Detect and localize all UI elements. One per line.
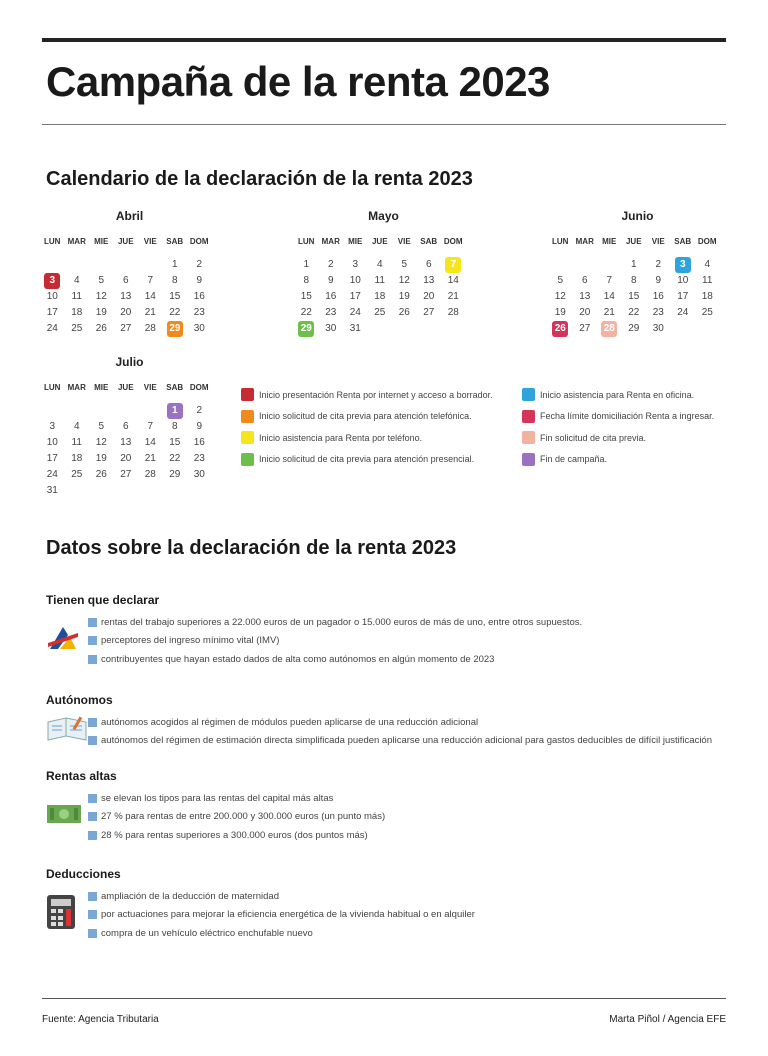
- calendar-day: 24: [46, 469, 58, 480]
- calendar-day: 30: [193, 469, 205, 480]
- page-title: Campaña de la renta 2023: [46, 58, 550, 105]
- weekday-header: LUN: [44, 383, 61, 392]
- legend-item: [522, 427, 714, 449]
- month-name: Mayo: [368, 209, 399, 223]
- highlighted-day: 7: [441, 257, 466, 273]
- legend-col-1: [241, 384, 493, 470]
- calendar-day: 5: [98, 421, 105, 432]
- bullet-square-icon: [88, 718, 97, 727]
- calendar-day: 22: [300, 307, 312, 318]
- calendar-day: 19: [554, 307, 566, 318]
- weekday-header: MAR: [67, 383, 86, 392]
- calendar-day: 27: [120, 323, 132, 334]
- calendar-day: 23: [193, 453, 205, 464]
- calendar-day: 6: [425, 259, 432, 270]
- calendar-day: 7: [147, 275, 154, 286]
- calendar-day: 9: [196, 421, 203, 432]
- bullet-item: [88, 906, 475, 925]
- month-name: Junio: [621, 209, 654, 223]
- empty-day: [138, 257, 163, 273]
- bullet-text: autónomos acogidos al régimen de módulos pueden aplicarse de una reducción adicional: [101, 716, 479, 728]
- footer-source: Fuente: Agencia Tributaria: [42, 1014, 159, 1025]
- calendar-day: 28: [144, 469, 156, 480]
- highlighted-day: 3: [40, 273, 65, 289]
- weekday-header: MIE: [348, 237, 363, 246]
- calendar-day: 1: [303, 259, 310, 270]
- calendar-day: 30: [652, 323, 664, 334]
- calendar-day: 7: [147, 421, 154, 432]
- bullet-text: se elevan los tipos para las rentas del capital más altas: [101, 792, 334, 804]
- month-grid: [40, 383, 215, 499]
- datos-section: [46, 867, 746, 943]
- bullet-text: 28 % para rentas superiores a 300.000 euros (dos puntos más): [101, 829, 368, 841]
- calendar-day: 11: [71, 291, 82, 302]
- calendar-day: 17: [677, 291, 689, 302]
- calendar-day: 14: [144, 437, 156, 448]
- legend-swatch: [522, 410, 535, 423]
- legend-swatch: [522, 453, 535, 466]
- weekday-header: SAB: [420, 237, 438, 246]
- notebook-icon: [46, 714, 88, 749]
- calendar-day: 6: [122, 421, 129, 432]
- empty-day: [89, 403, 114, 419]
- calendar-day: 13: [423, 275, 435, 286]
- calendar-day: 15: [300, 291, 312, 302]
- weekday-header: MIE: [94, 237, 109, 246]
- calendar-day: 4: [73, 275, 80, 286]
- empty-day: [65, 257, 90, 273]
- calendar-day: 21: [144, 307, 156, 318]
- calendar-day: 16: [325, 291, 337, 302]
- datos-section: [46, 593, 746, 669]
- calendar-day: 10: [349, 275, 361, 286]
- calendar-day: 25: [71, 469, 83, 480]
- calendar-day: 10: [46, 437, 58, 448]
- bullet-item: [88, 632, 582, 651]
- calendar-day: 2: [196, 259, 203, 270]
- weekday-header: MIE: [602, 237, 617, 246]
- month-mayo: [294, 209, 469, 337]
- calendar-day: 27: [579, 323, 591, 334]
- calendar-day: 23: [325, 307, 337, 318]
- datos-section: [46, 769, 746, 845]
- banknote-icon: [46, 801, 88, 832]
- weekday-header: VIE: [651, 237, 665, 246]
- legend-item: [522, 449, 714, 471]
- datos-section: [46, 693, 746, 750]
- bullet-text: por actuaciones para mejorar la eficiencia energética de la vivienda habitual o en alquiler: [101, 909, 475, 921]
- calculator-icon: [46, 894, 88, 935]
- weekday-header: JUE: [625, 237, 642, 246]
- calendar-day: 4: [73, 421, 80, 432]
- weekday-header: VIE: [397, 237, 411, 246]
- calendar-day: 15: [628, 291, 640, 302]
- weekday-header: LUN: [44, 237, 61, 246]
- month-name: Abril: [115, 209, 144, 223]
- bullet-text: 27 % para rentas de entre 200.000 y 300.000 euros (un punto más): [101, 811, 386, 823]
- legend-swatch: [241, 453, 254, 466]
- weekday-header: VIE: [143, 383, 157, 392]
- legend-label: Inicio asistencia para Renta en oficina.: [540, 389, 695, 400]
- calendar-day: 13: [120, 437, 132, 448]
- weekday-header: MAR: [321, 237, 340, 246]
- weekday-header: SAB: [166, 237, 184, 246]
- weekday-header: DOM: [443, 237, 463, 246]
- bullet-item: [88, 732, 712, 751]
- calendar-day: 12: [95, 291, 107, 302]
- legend-swatch: [522, 431, 535, 444]
- weekday-header: DOM: [697, 237, 717, 246]
- legend-col-2: [522, 384, 714, 470]
- weekday-header: DOM: [189, 383, 209, 392]
- weekday-header: SAB: [674, 237, 692, 246]
- calendar-day: 22: [169, 453, 181, 464]
- calendar-day: 28: [447, 307, 459, 318]
- calendar-day: 11: [702, 275, 713, 286]
- calendar-day: 5: [557, 275, 564, 286]
- calendar-day: 16: [652, 291, 664, 302]
- highlighted-day: 29: [163, 321, 188, 337]
- empty-day: [548, 257, 573, 273]
- calendar-day: 25: [374, 307, 386, 318]
- empty-day: [114, 257, 139, 273]
- calendar-day: 8: [630, 275, 637, 286]
- empty-day: [114, 403, 139, 419]
- legend-swatch: [241, 410, 254, 423]
- month-abril: [40, 209, 215, 337]
- bullet-item: [88, 650, 582, 669]
- calendar-day: 11: [374, 275, 385, 286]
- legend-item: [241, 427, 493, 449]
- bullet-square-icon: [88, 794, 97, 803]
- calendar-day: 20: [120, 307, 132, 318]
- calendar-day: 18: [71, 307, 83, 318]
- calendar-day: 5: [98, 275, 105, 286]
- month-grid: [40, 237, 215, 337]
- section-heading: Tienen que declarar: [46, 593, 160, 607]
- calendar-day: 25: [71, 323, 83, 334]
- calendar-day: 2: [196, 405, 203, 416]
- calendar-day: 17: [46, 307, 58, 318]
- highlighted-day: 26: [548, 321, 573, 337]
- calendar-day: 26: [398, 307, 410, 318]
- bullet-text: ampliación de la deducción de maternidad: [101, 890, 279, 902]
- calendar-day: 2: [655, 259, 662, 270]
- legend-label: Fin solicitud de cita previa.: [540, 432, 647, 443]
- bullet-list: [88, 713, 712, 750]
- calendar-day: 28: [144, 323, 156, 334]
- bullet-item: [88, 808, 385, 827]
- calendar-day: 14: [603, 291, 615, 302]
- calendar-day: 12: [554, 291, 566, 302]
- month-junio: [548, 209, 723, 337]
- highlighted-day: 28: [597, 321, 622, 337]
- bullet-square-icon: [88, 636, 97, 645]
- calendar-day: 7: [606, 275, 613, 286]
- calendar-day: 16: [193, 291, 205, 302]
- month-grid: [548, 237, 723, 337]
- bullet-square-icon: [88, 910, 97, 919]
- legend-label: Inicio solicitud de cita previa para atención telefónica.: [259, 411, 472, 422]
- calendar-day: 3: [49, 421, 56, 432]
- highlighted-day: 1: [163, 403, 188, 419]
- bullet-item: [88, 924, 475, 943]
- calendar-day: 13: [120, 291, 132, 302]
- calendar-day: 8: [171, 421, 178, 432]
- calendar-day: 18: [71, 453, 83, 464]
- calendar-day: 21: [603, 307, 615, 318]
- calendar-day: 23: [652, 307, 664, 318]
- calendar-day: 14: [144, 291, 156, 302]
- calendar-day: 22: [628, 307, 640, 318]
- weekday-header: SAB: [166, 383, 184, 392]
- legend-label: Fecha límite domiciliación Renta a ingresar.: [540, 411, 715, 422]
- weekday-header: DOM: [189, 237, 209, 246]
- calendar-day: 27: [423, 307, 435, 318]
- calendar-day: 6: [122, 275, 129, 286]
- bullet-square-icon: [88, 655, 97, 664]
- legend-label: Inicio asistencia para Renta por teléfono.: [259, 432, 423, 443]
- bullet-square-icon: [88, 736, 97, 745]
- top-rule: [42, 38, 726, 42]
- calendar-day: 30: [193, 323, 205, 334]
- calendar-day: 8: [171, 275, 178, 286]
- calendar-day: 10: [46, 291, 58, 302]
- calendar-day: 14: [447, 275, 459, 286]
- legend-item: [522, 406, 714, 428]
- calendar-day: 21: [447, 291, 459, 302]
- weekday-header: JUE: [117, 383, 134, 392]
- empty-day: [89, 257, 114, 273]
- footer-divider: [42, 998, 726, 999]
- legend-item: [241, 384, 493, 406]
- empty-day: [65, 403, 90, 419]
- calendar-day: 26: [95, 469, 107, 480]
- legend-swatch: [241, 431, 254, 444]
- bullet-item: [88, 789, 385, 808]
- highlighted-day: 29: [294, 321, 319, 337]
- bullet-text: perceptores del ingreso mínimo vital (IMV): [101, 635, 280, 647]
- empty-day: [40, 257, 65, 273]
- legend-item: [241, 449, 493, 471]
- weekday-header: JUE: [117, 237, 134, 246]
- bullet-list: [88, 789, 385, 845]
- calendar-day: 23: [193, 307, 205, 318]
- calendar-day: 22: [169, 307, 181, 318]
- calendar-day: 31: [46, 485, 58, 496]
- weekday-header: VIE: [143, 237, 157, 246]
- calendar-day: 9: [196, 275, 203, 286]
- agencia-tributaria-logo-icon: [46, 623, 88, 658]
- calendar-day: 8: [303, 275, 310, 286]
- calendar-day: 9: [655, 275, 662, 286]
- calendar-day: 29: [169, 469, 181, 480]
- empty-day: [597, 257, 622, 273]
- weekday-header: JUE: [371, 237, 388, 246]
- calendar-day: 2: [327, 259, 334, 270]
- calendar-day: 27: [120, 469, 132, 480]
- calendar-day: 6: [581, 275, 588, 286]
- calendar-title: Calendario de la declaración de la renta 2023: [46, 168, 473, 190]
- bullet-square-icon: [88, 831, 97, 840]
- weekday-header: MAR: [575, 237, 594, 246]
- calendar-day: 4: [704, 259, 711, 270]
- datos-title: Datos sobre la declaración de la renta 2023: [46, 537, 457, 559]
- weekday-header: LUN: [552, 237, 569, 246]
- calendar-day: 5: [401, 259, 408, 270]
- bullet-text: rentas del trabajo superiores a 22.000 euros de un pagador o 15.000 euros de más de uno, entre otros supuestos.: [101, 616, 583, 628]
- calendar-day: 21: [144, 453, 156, 464]
- bullet-item: [88, 887, 475, 906]
- calendar-day: 18: [374, 291, 386, 302]
- section-heading: Rentas altas: [46, 769, 117, 783]
- calendar-day: 3: [352, 259, 359, 270]
- legend-label: Inicio presentación Renta por internet y acceso a borrador.: [259, 389, 493, 400]
- calendar-day: 24: [677, 307, 689, 318]
- highlighted-day: 3: [671, 257, 696, 273]
- calendar-day: 19: [95, 453, 107, 464]
- bullet-text: contribuyentes que hayan estado dados de alta como autónomos en algún momento de 2023: [101, 653, 495, 665]
- calendar-day: 10: [677, 275, 689, 286]
- weekday-header: MAR: [67, 237, 86, 246]
- bullet-square-icon: [88, 929, 97, 938]
- legend-label: Inicio solicitud de cita previa para atención presencial.: [259, 454, 475, 465]
- calendar-day: 20: [579, 307, 591, 318]
- empty-day: [40, 403, 65, 419]
- bullet-list: [88, 887, 475, 943]
- calendar-day: 19: [95, 307, 107, 318]
- calendar-day: 17: [349, 291, 361, 302]
- legend-swatch: [241, 388, 254, 401]
- calendar-day: 30: [325, 323, 337, 334]
- legend-item: [241, 406, 493, 428]
- calendar-day: 15: [169, 291, 181, 302]
- calendar-day: 17: [46, 453, 58, 464]
- title-divider: [42, 124, 726, 125]
- legend-item: [522, 384, 714, 406]
- calendar-day: 15: [169, 437, 181, 448]
- calendar-day: 1: [630, 259, 637, 270]
- calendar-day: 9: [327, 275, 334, 286]
- calendar-day: 11: [71, 437, 82, 448]
- calendar-day: 25: [701, 307, 713, 318]
- empty-day: [138, 403, 163, 419]
- calendar-day: 19: [398, 291, 410, 302]
- calendar-day: 31: [349, 323, 361, 334]
- month-name: Julio: [115, 355, 144, 369]
- month-julio: [40, 355, 215, 499]
- bullet-item: [88, 613, 582, 632]
- calendar-day: 29: [628, 323, 640, 334]
- weekday-header: LUN: [298, 237, 315, 246]
- bullet-text: autónomos del régimen de estimación directa simplificada pueden aplicarse una reducción adicional para gastos deducibles de difícil justificación: [101, 735, 712, 747]
- bullet-list: [88, 613, 582, 669]
- bullet-square-icon: [88, 812, 97, 821]
- calendar-day: 26: [95, 323, 107, 334]
- calendar-day: 13: [579, 291, 591, 302]
- calendar-day: 20: [423, 291, 435, 302]
- bullet-item: [88, 826, 385, 845]
- month-grid: [294, 237, 469, 337]
- calendar-day: 24: [46, 323, 58, 334]
- weekday-header: MIE: [94, 383, 109, 392]
- bullet-square-icon: [88, 618, 97, 627]
- empty-day: [573, 257, 598, 273]
- calendar-day: 12: [95, 437, 107, 448]
- calendar-day: 18: [701, 291, 713, 302]
- legend-label: Fin de campaña.: [540, 454, 608, 465]
- calendar-day: 20: [120, 453, 132, 464]
- calendar-day: 12: [398, 275, 410, 286]
- bullet-item: [88, 713, 712, 732]
- calendar-day: 24: [349, 307, 361, 318]
- section-heading: Deducciones: [46, 867, 121, 881]
- legend-swatch: [522, 388, 535, 401]
- section-heading: Autónomos: [46, 693, 113, 707]
- calendar-day: 4: [376, 259, 383, 270]
- bullet-text: compra de un vehículo eléctrico enchufable nuevo: [101, 927, 313, 939]
- calendar-day: 16: [193, 437, 205, 448]
- footer-credit: Marta Piñol / Agencia EFE: [609, 1014, 726, 1025]
- calendar-day: 1: [171, 259, 178, 270]
- bullet-square-icon: [88, 892, 97, 901]
